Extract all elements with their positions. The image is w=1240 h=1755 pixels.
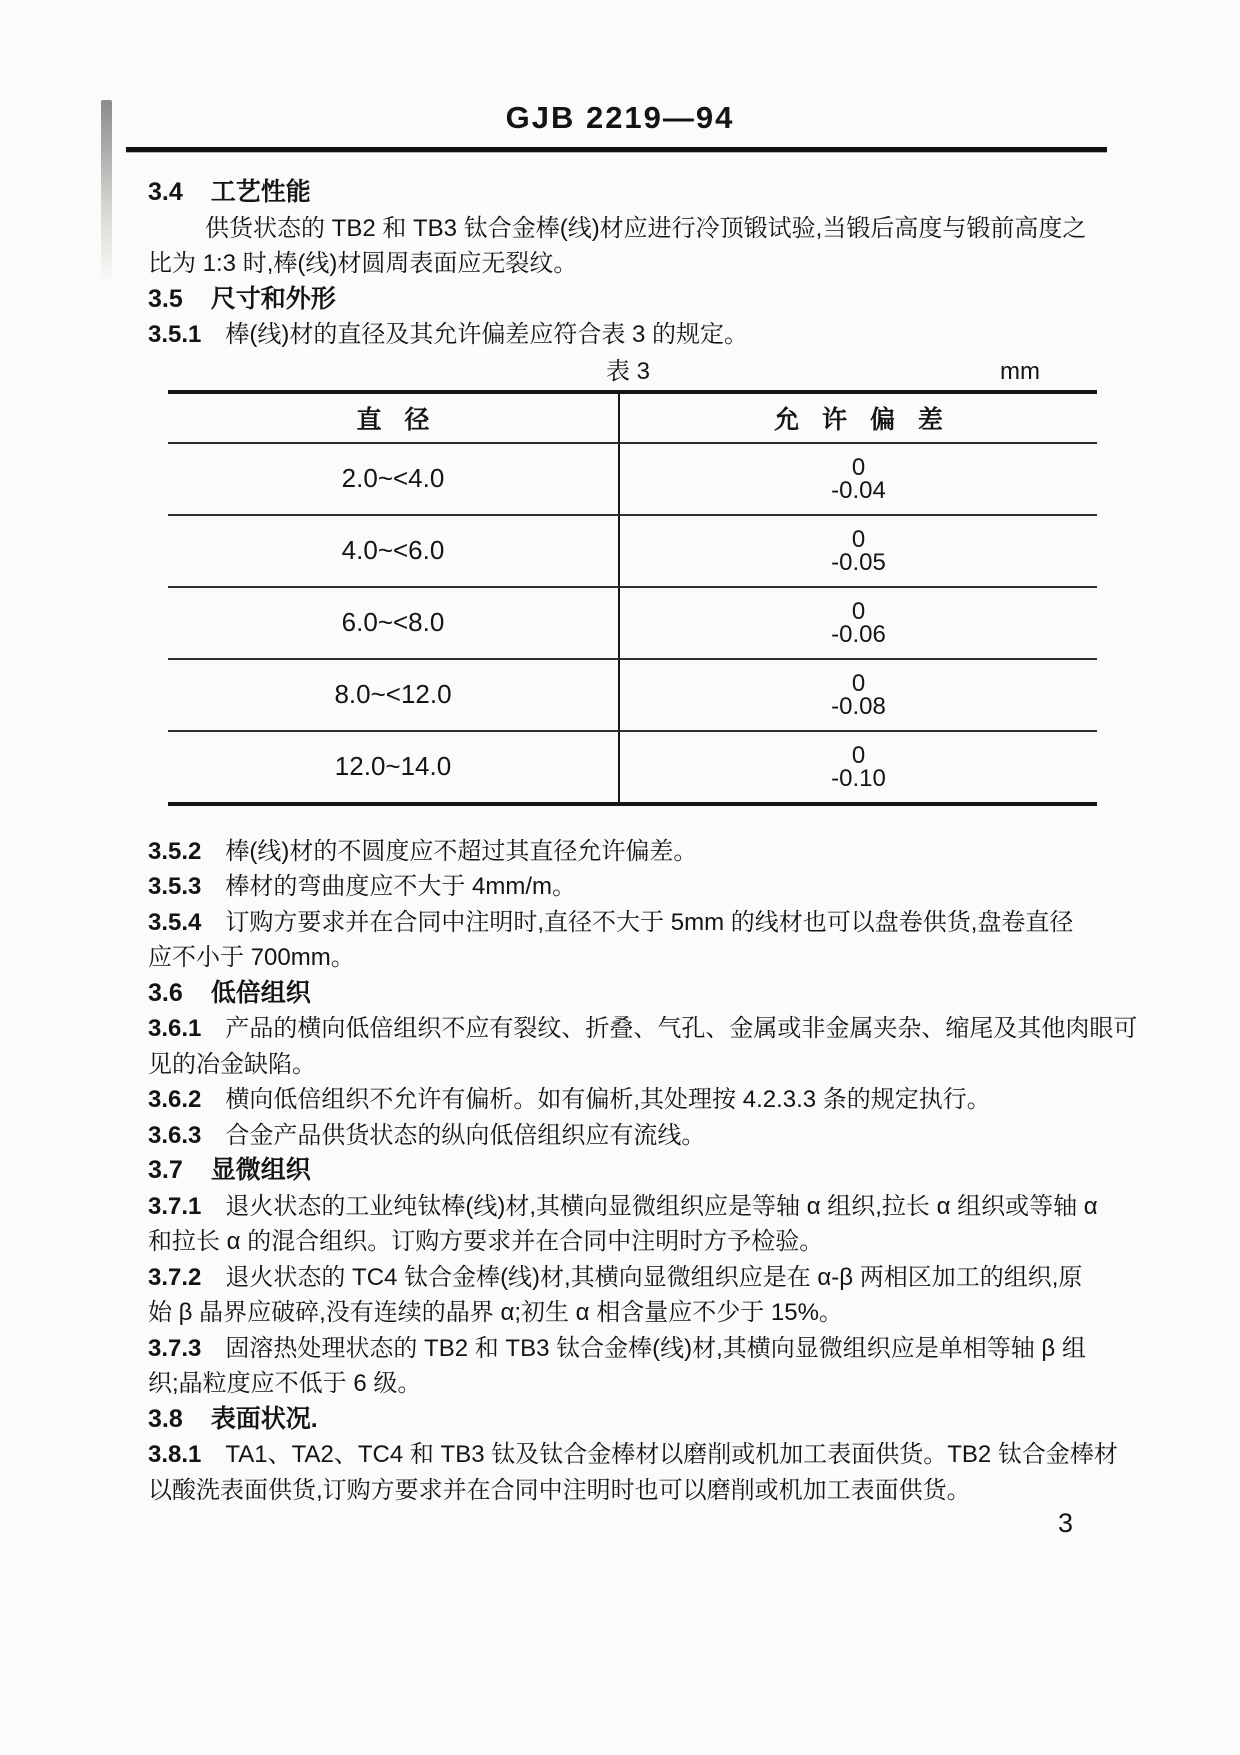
diameter-cell: 6.0~<8.0 [168, 588, 620, 658]
section-number: 3.6 [148, 978, 183, 1007]
clause-text: 合金产品供货状态的纵向低倍组织应有流线。 [225, 1121, 706, 1149]
paragraph-line: 比为 1:3 时,棒(线)材圆周表面应无裂纹。 [148, 250, 578, 277]
section-number: 3.8 [148, 1404, 183, 1433]
diameter-cell: 2.0~<4.0 [168, 444, 620, 514]
clause-text: 退火状态的 TC4 钛合金棒(线)材,其横向显微组织应是在 α-β 两相区加工的组织,原 [225, 1263, 1083, 1291]
clause-number: 3.7.1 [148, 1192, 202, 1220]
clause-3-5-2 [148, 834, 1108, 870]
document-body [148, 175, 1138, 1508]
section-heading-3-7 [148, 1153, 1108, 1189]
clause-3-6-2 [148, 1082, 1108, 1118]
clause-3-7-3 [148, 1331, 1108, 1367]
tolerance-upper: 0 [851, 453, 866, 481]
section-number: 3.5 [148, 284, 183, 313]
clause-3-8-1 [148, 1437, 1118, 1473]
clause-3-6-3 [148, 1118, 1108, 1154]
page-number: 3 [1058, 1508, 1074, 1538]
table-header-diameter: 直 径 [168, 394, 620, 442]
table-caption: 表 3 [605, 357, 650, 385]
tolerance-cell [620, 588, 1097, 658]
tolerance-cell [620, 516, 1097, 586]
section-number: 3.7 [148, 1156, 183, 1184]
clause-number: 3.6.1 [148, 1015, 202, 1042]
tolerance-upper: 0 [851, 525, 866, 553]
clause-number: 3.5.1 [148, 321, 202, 348]
tolerance-upper: 0 [851, 597, 866, 625]
standard-code: GJB 2219—94 [505, 100, 735, 135]
table-header-row [168, 394, 1097, 444]
section-title: 显微组织 [210, 1156, 311, 1184]
clause-3-7-2-continued: 始 β 晶界应破碎,没有连续的晶界 α;初生 α 相含量应不少于 15%。 [148, 1299, 843, 1326]
table-caption-row [148, 353, 1108, 390]
clause-text: 棒(线)材的不圆度应不超过其直径允许偏差。 [225, 837, 698, 865]
clause-number: 3.6.3 [148, 1121, 202, 1149]
clause-text: 棒材的弯曲度应不大于 4mm/m。 [225, 873, 577, 900]
clause-3-6-1 [148, 1011, 1138, 1047]
section-heading-3-4 [148, 175, 1108, 211]
clause-text: 订购方要求并在合同中注明时,直径不大于 5mm 的线材也可以盘卷供货,盘卷直径 [225, 908, 1074, 936]
clause-3-5-1 [148, 317, 1108, 353]
section-number: 3.4 [148, 178, 183, 206]
clause-text: 退火状态的工业纯钛棒(线)材,其横向显微组织应是等轴 α 组织,拉长 α 组织或等轴 α [225, 1192, 1098, 1220]
spacer [148, 806, 1108, 834]
clause-3-7-2 [148, 1260, 1108, 1296]
tolerance-lower: -0.04 [831, 476, 886, 504]
table-row [168, 516, 1097, 588]
clause-number: 3.7.2 [148, 1263, 202, 1291]
tolerance-lower: -0.06 [831, 620, 886, 648]
clause-number: 3.5.4 [148, 908, 202, 936]
clause-text: TA1、TA2、TC4 和 TB3 钛及钛合金棒材以磨削或机加工表面供货。TB2 钛合金棒材 [225, 1441, 1118, 1468]
section-title: 表面状况. [210, 1404, 318, 1433]
tolerance-cell [620, 660, 1097, 730]
header-rule [126, 147, 1107, 152]
table-row [168, 444, 1097, 516]
clause-number: 3.5.2 [148, 837, 202, 865]
clause-text: 产品的横向低倍组织不应有裂纹、折叠、气孔、金属或非金属夹杂、缩尾及其他肉眼可 [225, 1015, 1138, 1042]
tolerance-lower: -0.10 [831, 764, 886, 792]
clause-number: 3.8.1 [148, 1441, 202, 1468]
clause-3-7-1-continued: 和拉长 α 的混合组织。订购方要求并在合同中注明时方予检验。 [148, 1228, 824, 1255]
tolerance-cell [620, 732, 1097, 802]
tolerance-upper: 0 [851, 741, 866, 769]
clause-3-7-3-continued: 织;晶粒度应不低于 6 级。 [148, 1370, 422, 1397]
clause-text: 横向低倍组织不允许有偏析。如有偏析,其处理按 4.2.3.3 条的规定执行。 [225, 1086, 991, 1113]
tolerance-upper: 0 [851, 669, 866, 697]
section-heading-3-5 [148, 282, 1108, 318]
table-header-tolerance: 允 许 偏 差 [774, 405, 943, 434]
section-heading-3-6 [148, 976, 1108, 1012]
clause-number: 3.5.3 [148, 873, 202, 900]
section-heading-3-8 [148, 1402, 1108, 1438]
clause-3-6-1-continued: 见的冶金缺陷。 [148, 1050, 316, 1078]
diameter-cell: 4.0~<6.0 [168, 516, 620, 586]
tolerance-cell [620, 444, 1097, 514]
section-title: 工艺性能 [210, 178, 311, 206]
paragraph-line: 供货状态的 TB2 和 TB3 钛合金棒(线)材应进行冷顶锻试验,当锻后高度与锻前高度之 [205, 214, 1087, 242]
table-row [168, 732, 1097, 802]
clause-3-5-3 [148, 869, 1108, 905]
diameter-cell: 8.0~<12.0 [168, 660, 620, 730]
clause-3-8-1-continued: 以酸洗表面供货,订购方要求并在合同中注明时也可以磨削或机加工表面供货。 [148, 1476, 971, 1504]
tolerance-lower: -0.08 [831, 692, 886, 720]
clause-3-7-1 [148, 1189, 1108, 1225]
clause-text: 棒(线)材的直径及其允许偏差应符合表 3 的规定。 [225, 321, 749, 348]
table-unit-label: mm [1000, 357, 1040, 385]
table-row [168, 588, 1097, 660]
clause-text: 固溶热处理状态的 TB2 和 TB3 钛合金棒(线)材,其横向显微组织应是单相等轴 β 组 [225, 1334, 1086, 1362]
clause-number: 3.7.3 [148, 1334, 202, 1362]
section-title: 尺寸和外形 [210, 284, 336, 313]
clause-3-5-4 [148, 905, 1108, 941]
clause-number: 3.6.2 [148, 1086, 202, 1113]
section-title: 低倍组织 [210, 978, 311, 1007]
diameter-cell: 12.0~14.0 [168, 732, 620, 802]
table-3 [168, 390, 1097, 806]
table-row [168, 660, 1097, 732]
tolerance-lower: -0.05 [831, 548, 886, 576]
clause-3-5-4-continued: 应不小于 700mm。 [148, 944, 355, 971]
